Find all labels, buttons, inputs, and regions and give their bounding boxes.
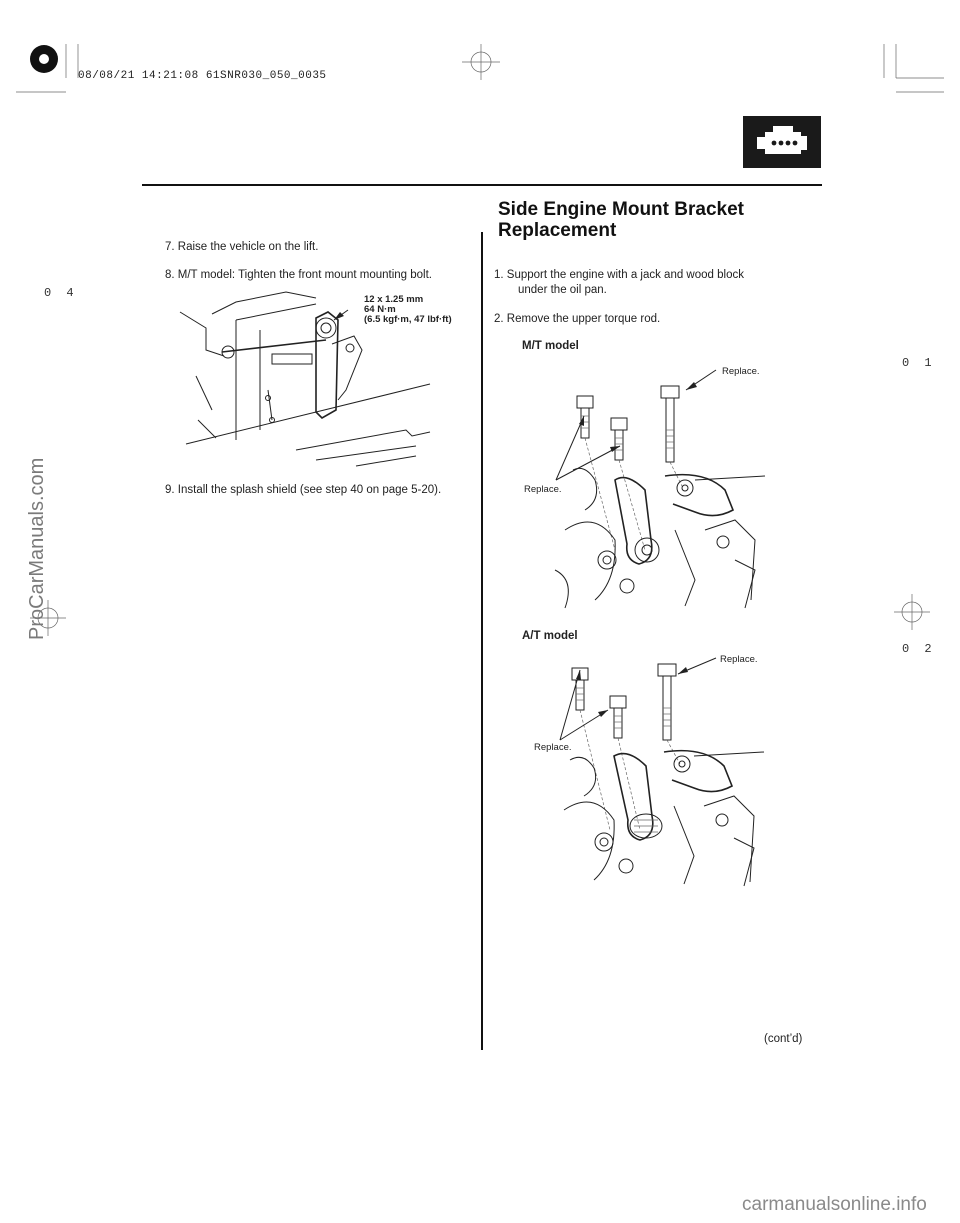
engine-icon bbox=[743, 116, 821, 168]
step-7: 7. Raise the vehicle on the lift. bbox=[165, 241, 319, 253]
step-1 bbox=[494, 268, 744, 298]
step-2: 2. Remove the upper torque rod. bbox=[494, 313, 661, 325]
side-watermark: ProCarManuals.com bbox=[26, 457, 48, 640]
page-mark-right-top: 0 1 bbox=[902, 356, 936, 370]
mt-callout-right: Replace. bbox=[722, 366, 760, 377]
section-title-line1: Side Engine Mount Bracket bbox=[498, 199, 744, 220]
step-1-line1: 1. Support the engine with a jack and wood block bbox=[494, 269, 744, 281]
step-1-line2: under the oil pan. bbox=[518, 284, 607, 296]
at-callout-right: Replace. bbox=[720, 654, 758, 665]
torque-spec-nm: 64 N·m bbox=[364, 304, 396, 315]
header-rule bbox=[142, 184, 822, 186]
column-divider bbox=[481, 232, 483, 1050]
mt-model-label: M/T model bbox=[522, 340, 579, 352]
page-mark-right-bottom: 0 2 bbox=[902, 642, 936, 656]
continued-marker: (cont’d) bbox=[764, 1033, 803, 1045]
step-8: 8. M/T model: Tighten the front mount mounting bolt. bbox=[165, 269, 432, 281]
mt-callout-left: Replace. bbox=[524, 484, 562, 495]
at-callout-left: Replace. bbox=[534, 742, 572, 753]
at-model-label: A/T model bbox=[522, 630, 578, 642]
print-timestamp: 08/08/21 14:21:08 61SNR030_050_0035 bbox=[78, 70, 327, 82]
section-title-line2: Replacement bbox=[498, 220, 617, 241]
torque-spec-kgf: (6.5 kgf·m, 47 lbf·ft) bbox=[364, 314, 452, 325]
section-title bbox=[498, 199, 744, 241]
engine-section-badge bbox=[743, 116, 821, 168]
torque-spec bbox=[364, 295, 452, 325]
bottom-watermark: carmanualsonline.info bbox=[742, 1194, 927, 1215]
torque-spec-size: 12 x 1.25 mm bbox=[364, 294, 424, 305]
page-mark-left: 0 4 bbox=[44, 286, 78, 300]
step-9: 9. Install the splash shield (see step 40 on page 5-20). bbox=[165, 484, 442, 496]
